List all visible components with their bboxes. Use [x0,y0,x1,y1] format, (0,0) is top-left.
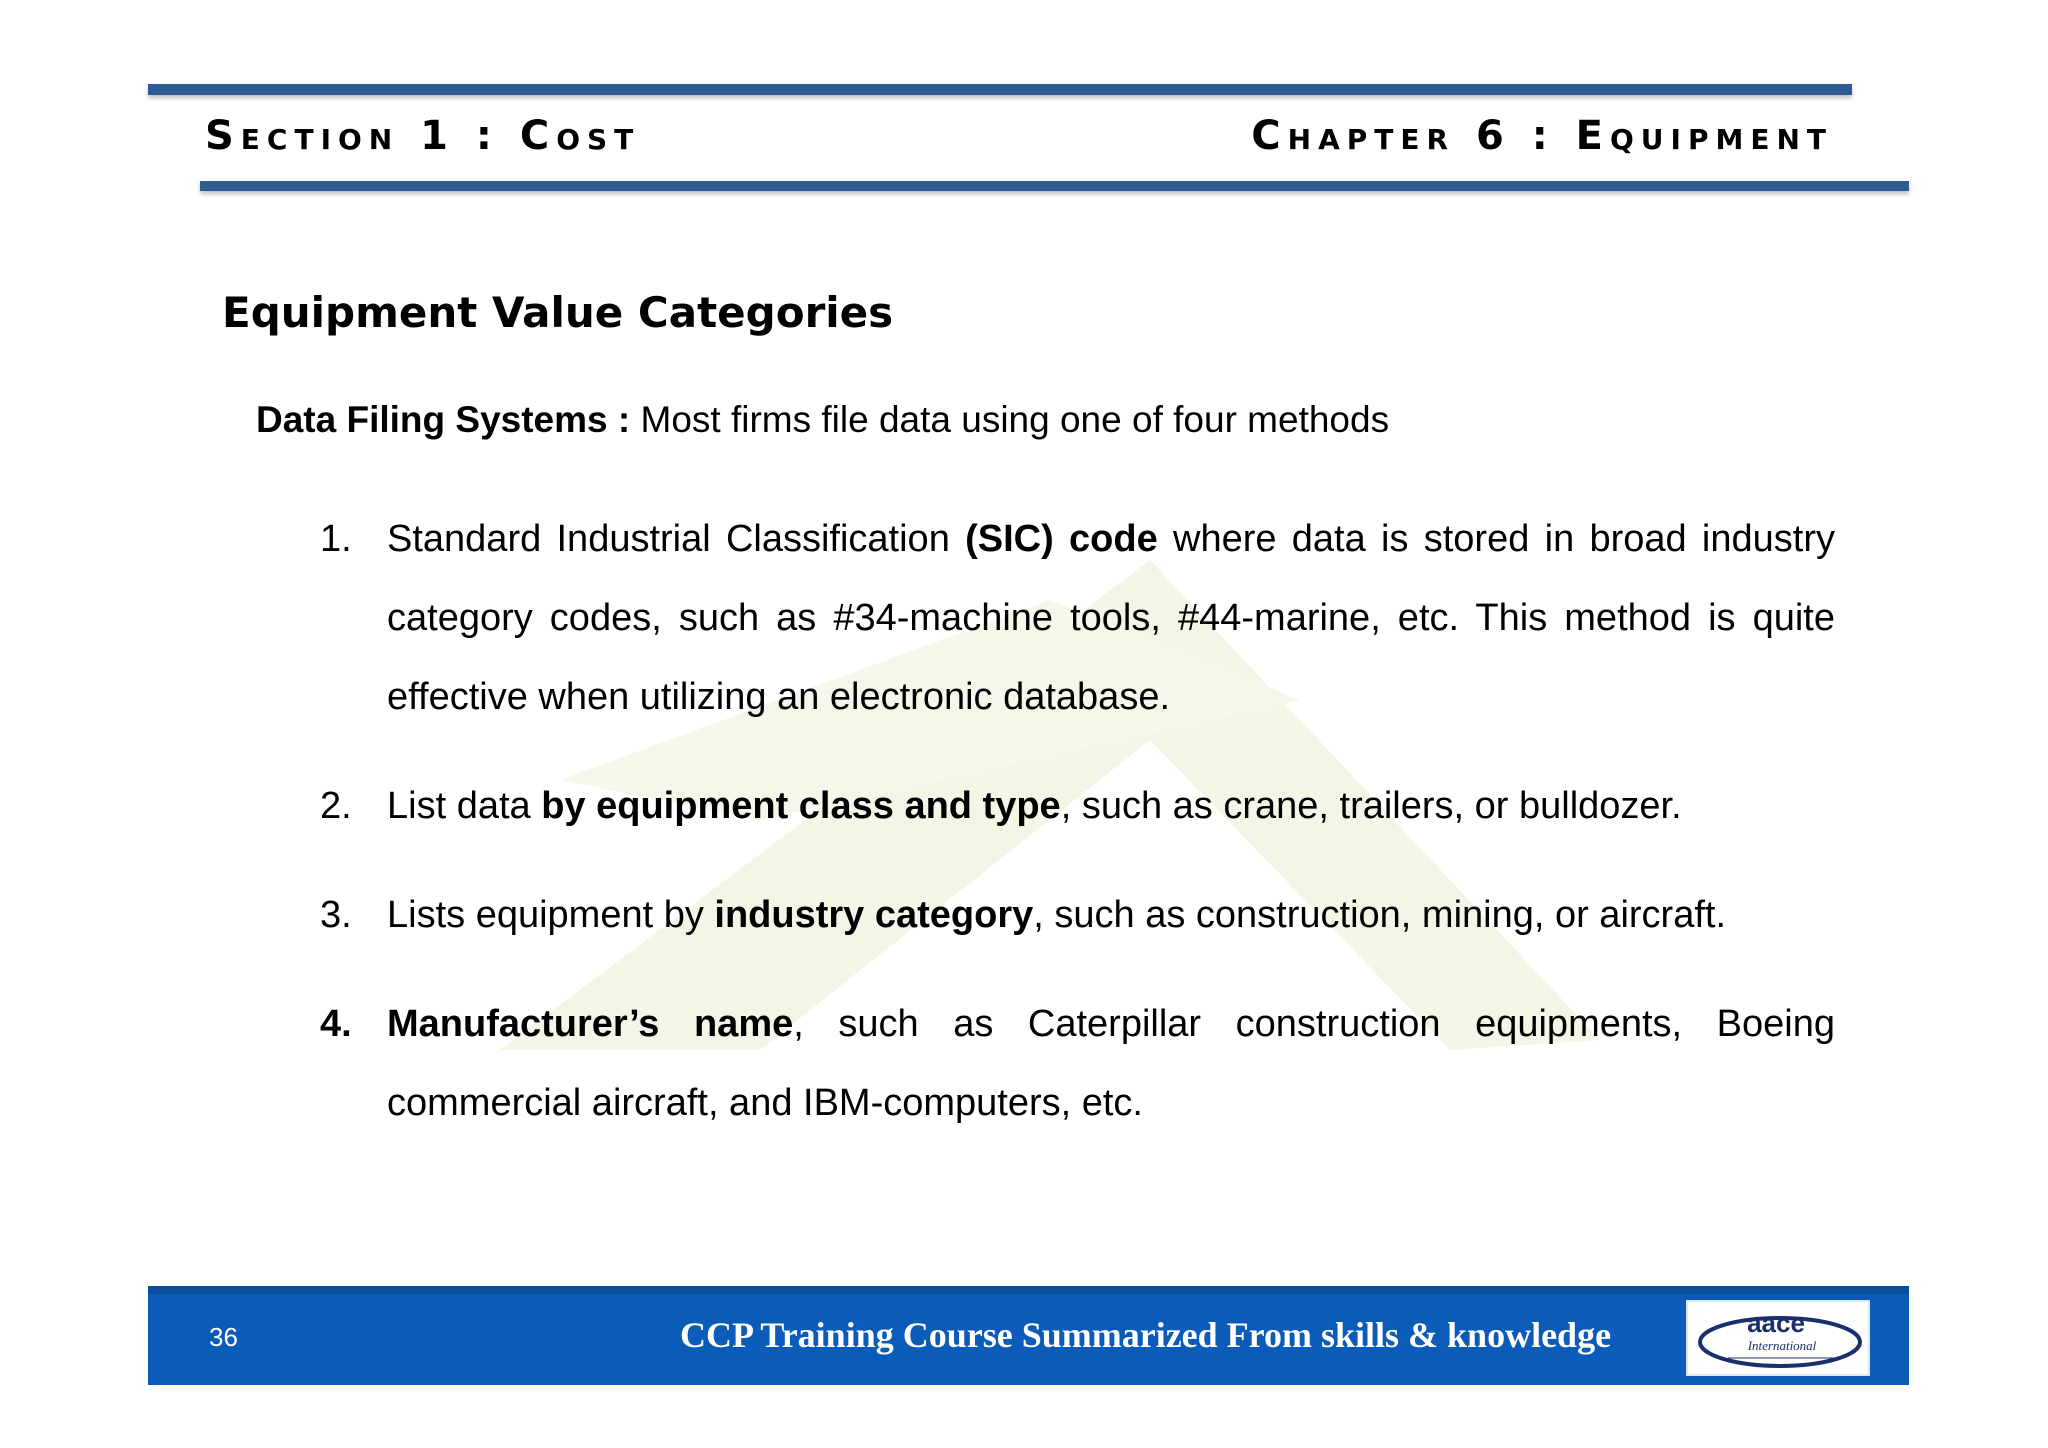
list-item [320,500,1835,737]
list-item-text: , such as Caterpillar construction equipments, Boeing commercial aircraft, and IBM-computers, etc. [387,1003,1835,1124]
header-rule-bottom [200,181,1909,191]
svg-text:International: International [1747,1338,1817,1353]
list-item-bold: industry category [714,894,1034,936]
method-list [320,500,1835,1143]
footer-text: CCP Training Course Summarized From skills & knowledge [680,1315,1612,1355]
slide-title: Equipment Value Categories [222,288,894,337]
list-item-number: 3. [320,894,352,936]
list-item-bold: by equipment class and type [541,785,1061,827]
list-item [320,876,1835,955]
subtitle-bold: Data Filing Systems : [256,399,631,440]
list-item-number: 2. [320,785,352,827]
list-item-text: , such as crane, trailers, or bulldozer. [1060,785,1682,827]
footer-shade [148,1286,1909,1294]
chapter-label: Chapter 6 : Equipment [1251,113,1833,159]
list-item [320,985,1835,1143]
section-label: Section 1 : Cost [205,113,641,159]
list-item-number: 1. [320,518,352,560]
list-item-text: Lists equipment by [387,894,715,936]
subtitle [256,399,1389,441]
list-item-bold: (SIC) code [965,518,1158,560]
page-number: 36 [209,1322,238,1352]
subtitle-text: Most firms file data using one of four methods [630,399,1390,440]
list-item [320,767,1835,846]
footer-bar [148,1286,1909,1385]
list-item-text: List data [387,785,542,827]
aace-logo [1686,1300,1870,1376]
list-item-text: , such as construction, mining, or aircraft. [1033,894,1727,936]
header-rule-top [148,84,1852,95]
list-item-number: 4. [320,1003,352,1045]
aace-logo-icon [1688,1302,1868,1374]
svg-text:aace: aace [1747,1308,1805,1338]
list-item-bold: Manufacturer’s name [387,1003,794,1045]
list-item-text: Standard Industrial Classification [387,518,966,560]
list-item-text: where data is stored in broad industry category codes, such as #34-machine tools, #44-marine, etc. This method is quite effective when utilizing an electronic database. [387,518,1835,718]
